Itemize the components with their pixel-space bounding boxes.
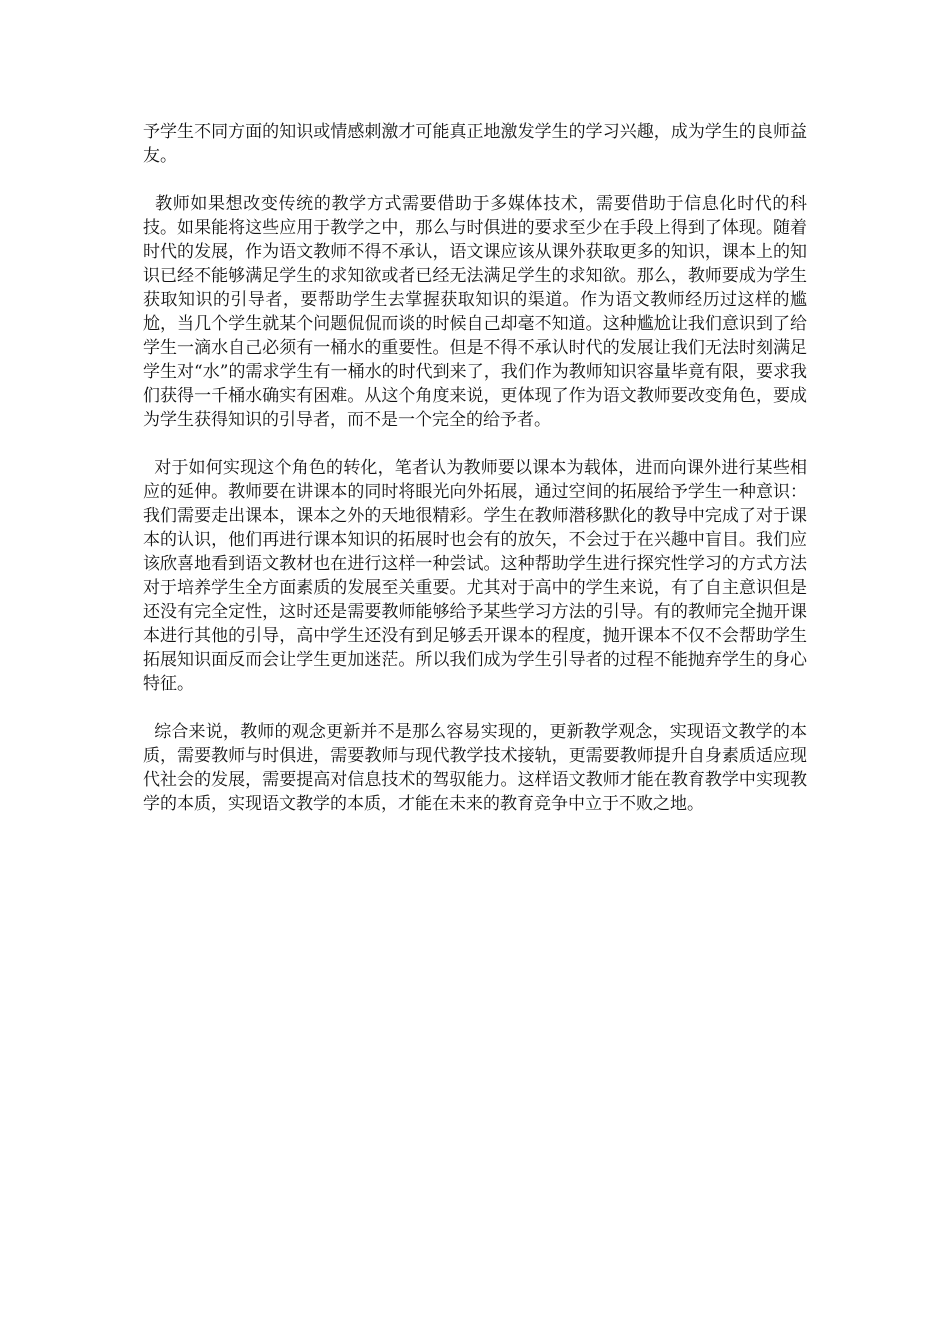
paragraph-1: 予学生不同方面的知识或情感刺激才可能真正地激发学生的学习兴趣，成为学生的良师益友。 [143, 122, 807, 166]
paragraph-3: 对于如何实现这个角色的转化，笔者认为教师要以课本为载体，进而向课外进行某些相应的延伸。教师要在讲课本的同时将眼光向外拓展，通过空间的拓展给予学生一种意识：我们需要走出课本，课本之外的天地很精彩。学生在教师潜移默化的教导中完成了对于课本的认识，他们再进行课本知识的拓展时也会有的放矢，不会过于在兴趣中盲目。我们应该欣喜地看到语文教材也在进行这样一种尝试。这种帮助学生进行探究性学习的方式方法对于培养学生全方面素质的发展至关重要。尤其对于高中的学生来说，有了自主意识但是还没有完全定性，这时还是需要教师能够给予某些学习方法的引导。有的教师完全抛开课本进行其他的引导，高中学生还没有到足够丢开课本的程度，抛开课本不仅不会帮助学生拓展知识面反而会让学生更加迷茫。所以我们成为学生引导者的过程不能抛弃学生的身心特征。 [143, 458, 808, 694]
document-body [143, 120, 807, 840]
paragraph-4: 综合来说，教师的观念更新并不是那么容易实现的，更新教学观念，实现语文教学的本质，需要教师与时俱进，需要教师与现代教学技术接轨，更需要教师提升自身素质适应现代社会的发展，需要提高对信息技术的驾驭能力。这样语文教师才能在教育教学中实现教学的本质，实现语文教学的本质，才能在未来的教育竞争中立于不败之地。 [143, 722, 808, 814]
paragraph-2: 教师如果想改变传统的教学方式需要借助于多媒体技术，需要借助于信息化时代的科技。如果能将这些应用于教学之中，那么与时俱进的要求至少在手段上得到了体现。随着时代的发展，作为语文教师不得不承认，语文课应该从课外获取更多的知识，课本上的知识已经不能够满足学生的求知欲或者已经无法满足学生的求知欲。那么，教师要成为学生获取知识的引导者，要帮助学生去掌握获取知识的渠道。作为语文教师经历过这样的尴尬，当几个学生就某个问题侃侃而谈的时候自己却毫不知道。这种尴尬让我们意识到了给学生一滴水自己必须有一桶水的重要性。但是不得不承认时代的发展让我们无法时刻满足学生对“水”的需求学生有一桶水的时代到来了，我们作为教师知识容量毕竟有限，要求我们获得一千桶水确实有困难。从这个角度来说，更体现了作为语文教师要改变角色，要成为学生获得知识的引导者，而不是一个完全的给予者。 [143, 194, 808, 430]
